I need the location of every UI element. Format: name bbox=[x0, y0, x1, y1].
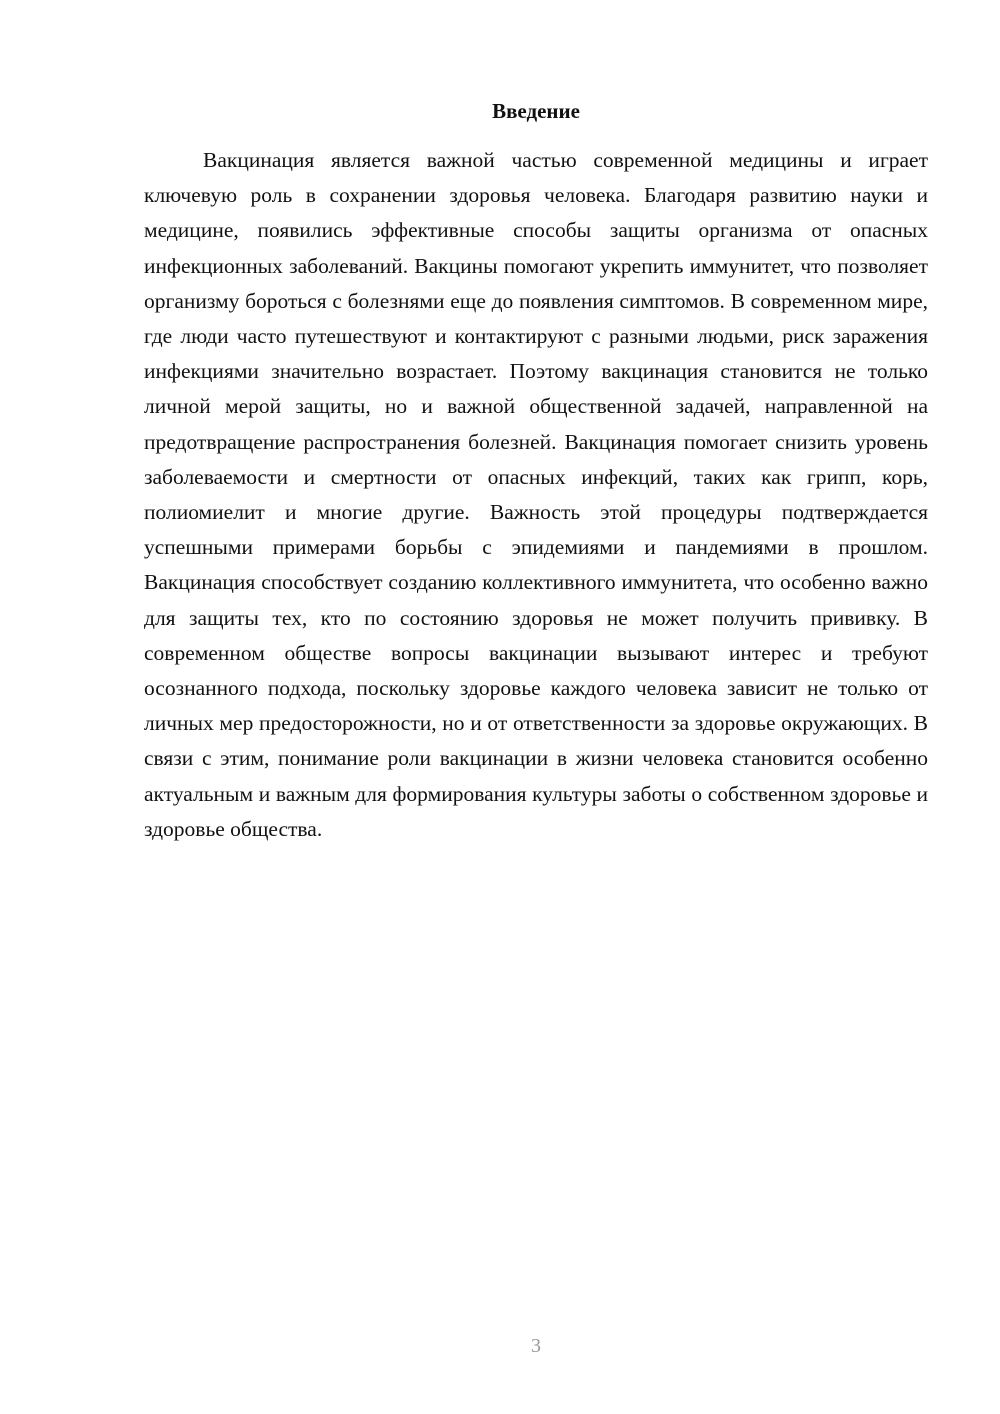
body-paragraph: Вакцинация является важной частью современной медицины и играет ключевую роль в сохранении здоровья человека. Благодаря развитию науки и медицине, появились эффективные способы защиты организма от опасных инфекционных заболеваний. Вакцины помогают укрепить иммунитет, что позволяет организму бороться с болезнями еще до появления симптомов. В современном мире, где люди часто путешествуют и контактируют с разными людьми, риск заражения инфекциями значительно возрастает. Поэтому вакцинация становится не только личной мерой защиты, но и важной общественной задачей, направленной на предотвращение распространения болезней. Вакцинация помогает снизить уровень заболеваемости и смертности от опасных инфекций, таких как грипп, корь, полиомиелит и многие другие. Важность этой процедуры подтверждается успешными примерами борьбы с эпидемиями и пандемиями в прошлом. Вакцинация способствует созданию коллективного иммунитета, что особенно важно для защиты тех, кто по состоянию здоровья не может получить прививку. В современном обществе вопросы вакцинации вызывают интерес и требуют осознанного подхода, поскольку здоровье каждого человека зависит не только от личных мер предосторожности, но и от ответственности за здоровье окружающих. В связи с этим, понимание роли вакцинации в жизни человека становится особенно актуальным и важным для формирования культуры заботы о собственном здоровье и здоровье общества. bbox=[144, 148, 928, 841]
page-number: 3 bbox=[531, 1335, 541, 1357]
page-title: Введение bbox=[492, 99, 580, 123]
